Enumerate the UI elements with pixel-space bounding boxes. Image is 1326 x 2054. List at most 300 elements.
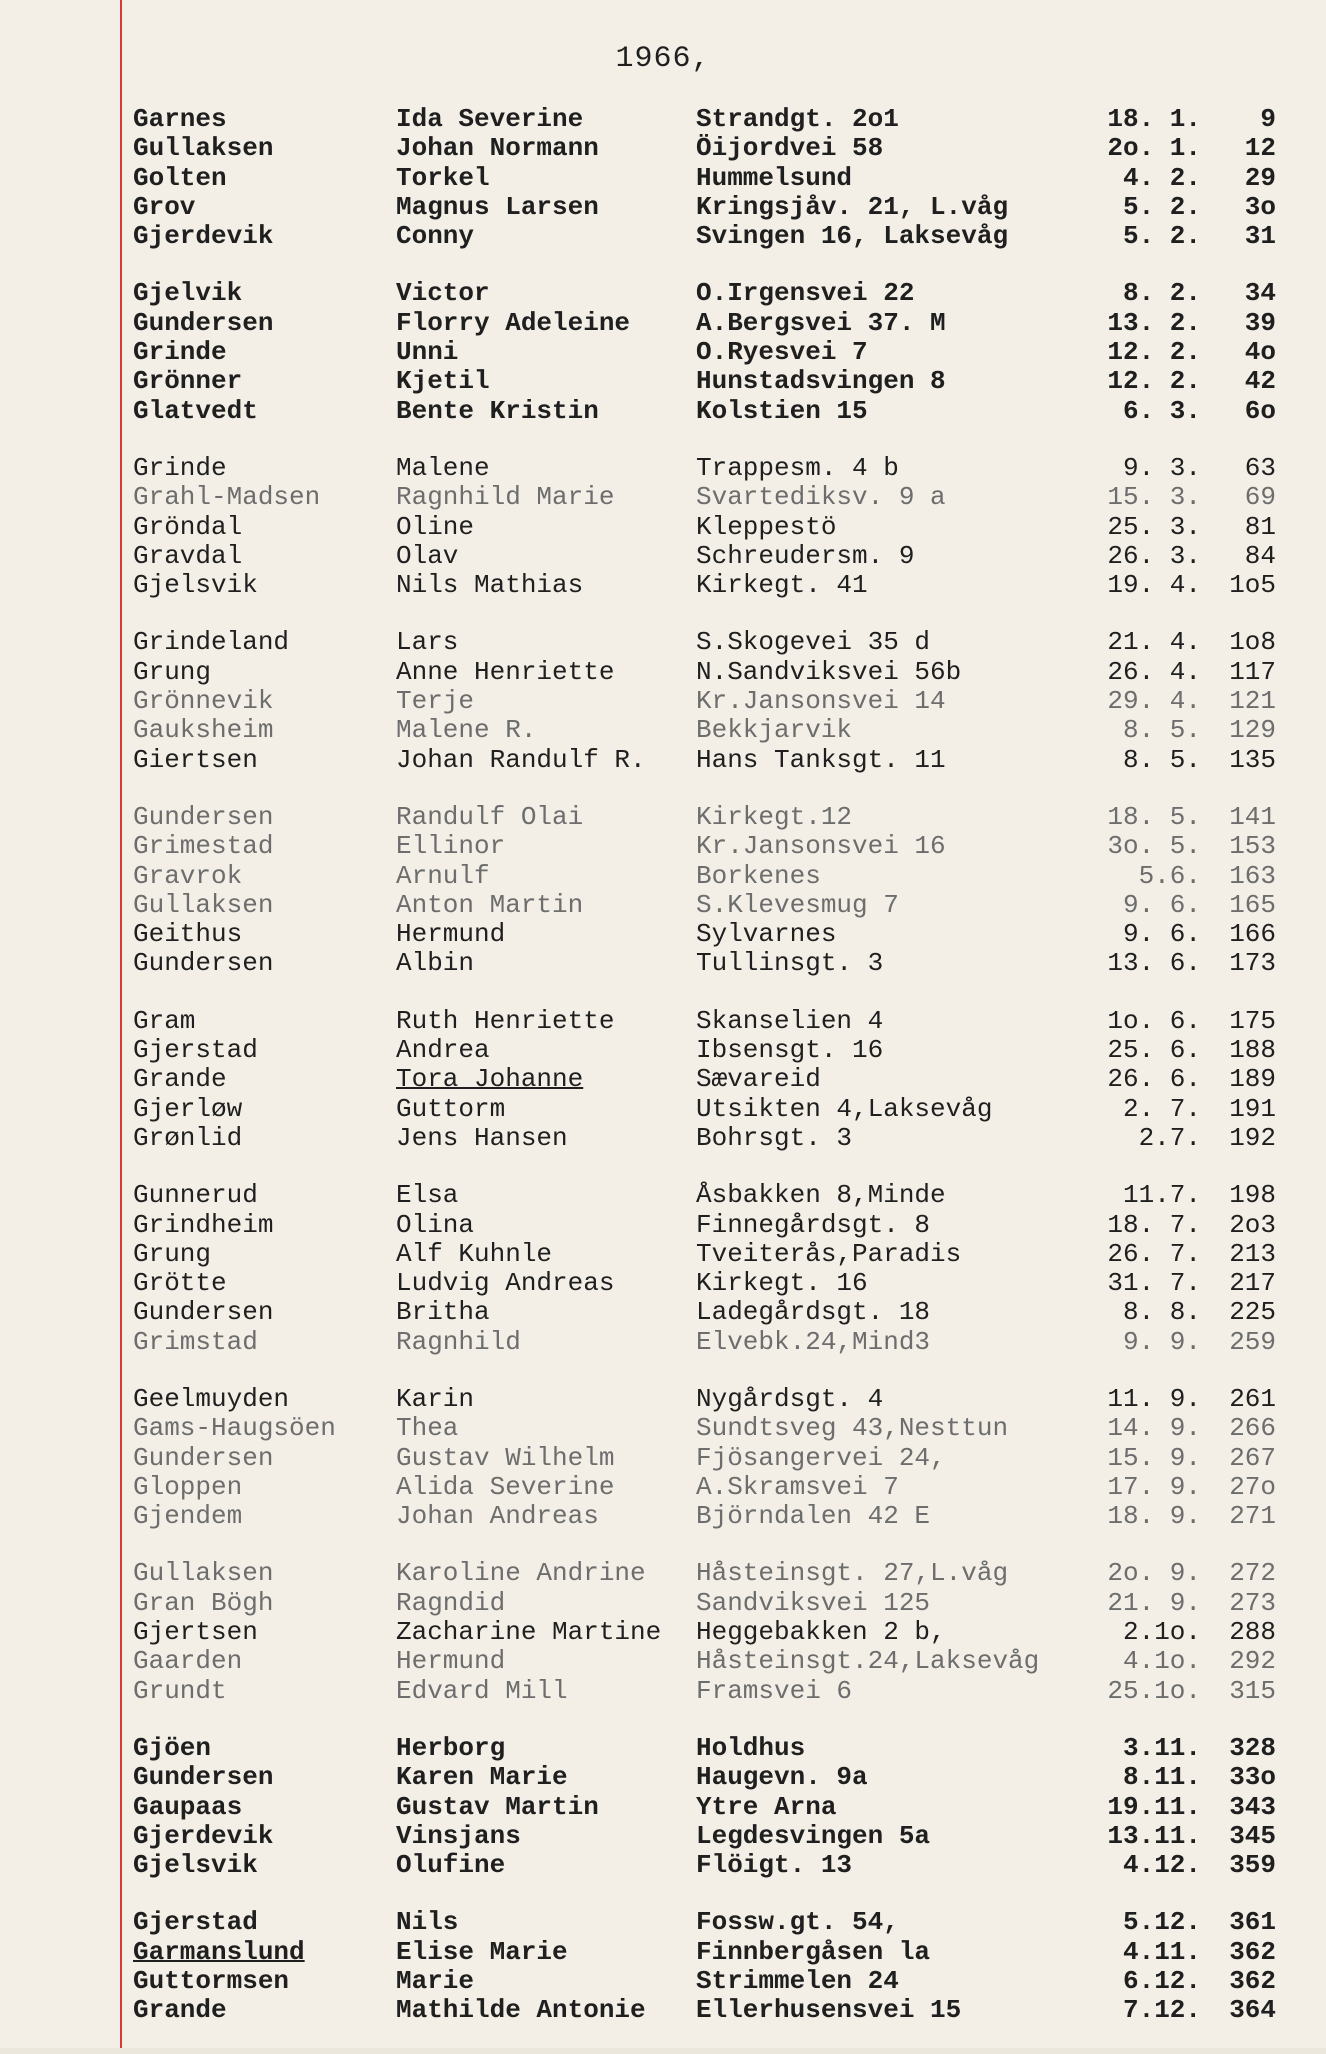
entry-number-cell: 117 [1229, 656, 1276, 687]
record-list [133, 105, 1283, 2054]
date-cell: 8. 5. [1122, 715, 1201, 746]
given-name-cell: Anton Martin [396, 890, 584, 920]
surname-cell: Gjelsvik [133, 571, 258, 601]
given-name-cell: Gustav Martin [396, 1792, 599, 1822]
entry-number-cell: 259 [1229, 1326, 1276, 1357]
record-row [133, 1647, 1283, 1676]
entry-number-cell: 166 [1229, 919, 1276, 950]
entry-number-cell: 175 [1229, 1005, 1276, 1036]
address-cell: Flöigt. 13 [696, 1851, 853, 1881]
address-cell: Utsikten 4,Laksevåg [696, 1094, 993, 1124]
address-cell: Strandgt. 2o1 [696, 105, 899, 134]
given-name-cell: Karen Marie [396, 1763, 568, 1793]
record-row [133, 279, 1283, 308]
record-row [133, 1414, 1283, 1443]
date-cell: 2o. 1. [1107, 133, 1201, 164]
address-cell: Sundtsveg 43,Nesttun [696, 1414, 1009, 1444]
address-cell: Finnbergåsen la [696, 1937, 931, 1967]
given-name-cell: Randulf Olai [396, 802, 584, 832]
address-cell: Kirkegt. 16 [696, 1269, 868, 1299]
address-cell: Sævareid [696, 1065, 821, 1095]
record-row [133, 1822, 1283, 1851]
surname-cell: Gjelvik [133, 279, 243, 309]
entry-number-cell: 6o [1244, 395, 1276, 426]
date-cell: 29. 4. [1107, 686, 1201, 717]
surname-cell: Gullaksen [133, 134, 274, 164]
address-cell: Framsvei 6 [696, 1676, 853, 1706]
surname-cell: Giertsen [133, 745, 258, 775]
surname-cell: Grinde [133, 453, 227, 483]
surname-cell: Grande [133, 1065, 227, 1095]
surname-cell: Gran Bögh [133, 1588, 274, 1618]
surname-cell: Grønlid [133, 1123, 243, 1153]
record-row [133, 1793, 1283, 1822]
record-group [133, 803, 1283, 979]
address-cell: Björndalen 42 E [696, 1502, 931, 1532]
date-cell: 13.11. [1107, 1820, 1201, 1851]
record-row [133, 1502, 1283, 1531]
surname-cell: Geithus [133, 920, 243, 950]
entry-number-cell: 266 [1229, 1413, 1276, 1444]
surname-cell: Grimestad [133, 832, 274, 862]
address-cell: Bekkjarvik [696, 716, 853, 746]
entry-number-cell: 141 [1229, 801, 1276, 832]
given-name-cell: Olav [396, 541, 459, 571]
date-cell: 3o. 5. [1107, 831, 1201, 862]
surname-cell: Grinde [133, 338, 227, 368]
address-cell: Bohrsgt. 3 [696, 1123, 853, 1153]
date-cell: 4.12. [1122, 1850, 1201, 1881]
given-name-cell: Alida Severine [396, 1472, 615, 1502]
record-row [133, 891, 1283, 920]
surname-cell: Golten [133, 163, 227, 193]
date-cell: 18. 7. [1107, 1209, 1201, 1240]
address-cell: Kr.Jansonsvei 14 [696, 687, 946, 717]
surname-cell: Gjerdevik [133, 1821, 274, 1851]
address-cell: Tullinsgt. 3 [696, 949, 884, 979]
address-cell: Kr.Jansonsvei 16 [696, 832, 946, 862]
date-cell: 8. 5. [1122, 744, 1201, 775]
date-cell: 13. 2. [1107, 307, 1201, 338]
date-cell: 19.11. [1107, 1791, 1201, 1822]
date-cell: 21. 4. [1107, 627, 1201, 658]
date-cell: 25.1o. [1107, 1675, 1201, 1706]
surname-cell: Grindheim [133, 1210, 274, 1240]
record-row [133, 1938, 1283, 1967]
given-name-cell: Ragnhild Marie [396, 483, 615, 513]
entry-number-cell: 359 [1229, 1850, 1276, 1881]
record-row [133, 1734, 1283, 1763]
date-cell: 8.11. [1122, 1762, 1201, 1793]
record-row [133, 338, 1283, 367]
surname-cell: Grimstad [133, 1327, 258, 1357]
surname-cell: Gloppen [133, 1472, 243, 1502]
record-row [133, 397, 1283, 426]
record-row [133, 1095, 1283, 1124]
date-cell: 2. 7. [1122, 1093, 1201, 1124]
given-name-cell: Oline [396, 512, 475, 542]
date-cell: 4.1o. [1122, 1646, 1201, 1677]
date-cell: 8. 8. [1122, 1297, 1201, 1328]
entry-number-cell: 217 [1229, 1268, 1276, 1299]
surname-cell: Grung [133, 657, 212, 687]
record-row [133, 571, 1283, 600]
address-cell: Ytre Arna [696, 1792, 837, 1822]
given-name-cell: Tora Johanne [396, 1065, 584, 1095]
surname-cell: Guttormsen [133, 1967, 290, 1997]
date-cell: 15. 9. [1107, 1442, 1201, 1473]
date-cell: 8. 2. [1122, 278, 1201, 309]
entry-number-cell: 364 [1229, 1995, 1276, 2026]
given-name-cell: Guttorm [396, 1094, 506, 1124]
date-cell: 2.1o. [1122, 1617, 1201, 1648]
record-row [133, 949, 1283, 978]
surname-cell: Grönner [133, 367, 243, 397]
record-row [133, 1967, 1283, 1996]
red-margin-line [120, 0, 122, 2048]
surname-cell: Gundersen [133, 1443, 274, 1473]
given-name-cell: Zacharine Martine [396, 1618, 662, 1648]
entry-number-cell: 271 [1229, 1501, 1276, 1532]
given-name-cell: Unni [396, 338, 459, 368]
given-name-cell: Karin [396, 1384, 475, 1414]
entry-number-cell: 1o8 [1229, 627, 1276, 658]
address-cell: Öijordvei 58 [696, 134, 884, 164]
given-name-cell: Thea [396, 1414, 459, 1444]
surname-cell: Gröndal [133, 512, 243, 542]
entry-number-cell: 292 [1229, 1646, 1276, 1677]
date-cell: 26. 3. [1107, 540, 1201, 571]
entry-number-cell: 84 [1244, 540, 1276, 571]
entry-number-cell: 188 [1229, 1035, 1276, 1066]
entry-number-cell: 189 [1229, 1064, 1276, 1095]
entry-number-cell: 27o [1229, 1471, 1276, 1502]
record-group [133, 1908, 1283, 2025]
record-group [133, 1559, 1283, 1705]
page-title: 1966, [615, 42, 711, 76]
entry-number-cell: 213 [1229, 1238, 1276, 1269]
entry-number-cell: 69 [1244, 482, 1276, 513]
entry-number-cell: 81 [1244, 511, 1276, 542]
given-name-cell: Andrea [396, 1036, 490, 1066]
entry-number-cell: 31 [1244, 221, 1276, 252]
given-name-cell: Nils [396, 1908, 459, 1938]
surname-cell: Gundersen [133, 1298, 274, 1328]
given-name-cell: Anne Henriette [396, 657, 615, 687]
entry-number-cell: 121 [1229, 686, 1276, 717]
given-name-cell: Britha [396, 1298, 490, 1328]
record-group [133, 454, 1283, 600]
date-cell: 3.11. [1122, 1732, 1201, 1763]
given-name-cell: Johan Normann [396, 134, 599, 164]
date-cell: 9. 3. [1122, 452, 1201, 483]
record-row [133, 1908, 1283, 1937]
date-cell: 7.12. [1122, 1995, 1201, 2026]
record-row [133, 1007, 1283, 1036]
entry-number-cell: 34 [1244, 278, 1276, 309]
address-cell: Kirkegt.12 [696, 802, 853, 832]
entry-number-cell: 163 [1229, 860, 1276, 891]
address-cell: Strimmelen 24 [696, 1967, 899, 1997]
entry-number-cell: 1o5 [1229, 570, 1276, 601]
surname-cell: Grov [133, 192, 196, 222]
address-cell: Kirkegt. 41 [696, 571, 868, 601]
given-name-cell: Herborg [396, 1733, 506, 1763]
address-cell: Haugevn. 9a [696, 1763, 868, 1793]
entry-number-cell: 343 [1229, 1791, 1276, 1822]
address-cell: Kolstien 15 [696, 396, 868, 426]
record-row [133, 105, 1283, 134]
date-cell: 5.12. [1122, 1907, 1201, 1938]
given-name-cell: Malene [396, 453, 490, 483]
surname-cell: Gjöen [133, 1733, 212, 1763]
entry-number-cell: 165 [1229, 889, 1276, 920]
entry-number-cell: 42 [1244, 366, 1276, 397]
address-cell: Schreudersm. 9 [696, 541, 915, 571]
address-cell: Hunstadsvingen 8 [696, 367, 946, 397]
given-name-cell: Vinsjans [396, 1821, 521, 1851]
given-name-cell: Marie [396, 1967, 475, 1997]
date-cell: 18. 5. [1107, 801, 1201, 832]
date-cell: 26. 4. [1107, 656, 1201, 687]
entry-number-cell: 361 [1229, 1907, 1276, 1938]
given-name-cell: Ragnhild [396, 1327, 521, 1357]
date-cell: 25. 3. [1107, 511, 1201, 542]
surname-cell: Glatvedt [133, 396, 258, 426]
date-cell: 15. 3. [1107, 482, 1201, 513]
given-name-cell: Johan Randulf R. [396, 745, 646, 775]
given-name-cell: Hermund [396, 1647, 506, 1677]
address-cell: S.Skogevei 35 d [696, 628, 931, 658]
entry-number-cell: 261 [1229, 1383, 1276, 1414]
surname-cell: Gjerstad [133, 1036, 258, 1066]
record-row [133, 454, 1283, 483]
given-name-cell: Bente Kristin [396, 396, 599, 426]
entry-number-cell: 267 [1229, 1442, 1276, 1473]
record-group [133, 628, 1283, 774]
address-cell: Finnegårdsgt. 8 [696, 1210, 931, 1240]
surname-cell: Geelmuyden [133, 1384, 290, 1414]
given-name-cell: Alf Kuhnle [396, 1239, 553, 1269]
surname-cell: Gundersen [133, 802, 274, 832]
date-cell: 12. 2. [1107, 337, 1201, 368]
given-name-cell: Torkel [396, 163, 490, 193]
surname-cell: Gaarden [133, 1647, 243, 1677]
given-name-cell: Arnulf [396, 861, 490, 891]
date-cell: 5.6. [1138, 860, 1201, 891]
entry-number-cell: 2o3 [1229, 1209, 1276, 1240]
entry-number-cell: 9 [1260, 104, 1276, 134]
date-cell: 14. 9. [1107, 1413, 1201, 1444]
record-group [133, 1007, 1283, 1153]
surname-cell: Gullaksen [133, 1559, 274, 1589]
given-name-cell: Mathilde Antonie [396, 1996, 646, 2026]
entry-number-cell: 153 [1229, 831, 1276, 862]
record-row [133, 1473, 1283, 1502]
entry-number-cell: 3o [1244, 191, 1276, 222]
record-row [133, 367, 1283, 396]
given-name-cell: Florry Adeleine [396, 308, 631, 338]
given-name-cell: Ida Severine [396, 105, 584, 134]
given-name-cell: Ludvig Andreas [396, 1269, 615, 1299]
record-row [133, 513, 1283, 542]
given-name-cell: Olina [396, 1210, 475, 1240]
date-cell: 18. 9. [1107, 1501, 1201, 1532]
address-cell: Hummelsund [696, 163, 853, 193]
given-name-cell: Elise Marie [396, 1937, 568, 1967]
record-row [133, 1559, 1283, 1588]
address-cell: Ellerhusensvei 15 [696, 1996, 962, 2026]
entry-number-cell: 173 [1229, 948, 1276, 979]
date-cell: 2o. 9. [1107, 1558, 1201, 1589]
entry-number-cell: 273 [1229, 1587, 1276, 1618]
address-cell: A.Bergsvei 37. M [696, 308, 946, 338]
record-row [133, 1269, 1283, 1298]
entry-number-cell: 191 [1229, 1093, 1276, 1124]
given-name-cell: Ruth Henriette [396, 1006, 615, 1036]
date-cell: 25. 6. [1107, 1035, 1201, 1066]
record-row [133, 164, 1283, 193]
entry-number-cell: 192 [1229, 1122, 1276, 1153]
given-name-cell: Jens Hansen [396, 1123, 568, 1153]
record-row [133, 134, 1283, 163]
date-cell: 4.11. [1122, 1936, 1201, 1967]
given-name-cell: Lars [396, 628, 459, 658]
record-row [133, 862, 1283, 891]
given-name-cell: Terje [396, 687, 475, 717]
date-cell: 9. 6. [1122, 919, 1201, 950]
address-cell: Ibsensgt. 16 [696, 1036, 884, 1066]
record-group [133, 1181, 1283, 1357]
record-row [133, 1677, 1283, 1706]
surname-cell: Grung [133, 1239, 212, 1269]
record-row [133, 920, 1283, 949]
entry-number-cell: 129 [1229, 715, 1276, 746]
given-name-cell: Ellinor [396, 832, 506, 862]
date-cell: 9. 9. [1122, 1326, 1201, 1357]
entry-number-cell: 225 [1229, 1297, 1276, 1328]
record-row [133, 1385, 1283, 1414]
surname-cell: Gjendem [133, 1502, 243, 1532]
surname-cell: Gundersen [133, 308, 274, 338]
surname-cell: Grahl-Madsen [133, 483, 321, 513]
entry-number-cell: 272 [1229, 1558, 1276, 1589]
entry-number-cell: 29 [1244, 162, 1276, 193]
date-cell: 9. 6. [1122, 889, 1201, 920]
record-row [133, 658, 1283, 687]
date-cell: 12. 2. [1107, 366, 1201, 397]
date-cell: 5. 2. [1122, 221, 1201, 252]
record-group [133, 105, 1283, 251]
surname-cell: Gundersen [133, 1763, 274, 1793]
record-row [133, 222, 1283, 251]
address-cell: O.Irgensvei 22 [696, 279, 915, 309]
surname-cell: Grönnevik [133, 687, 274, 717]
record-row [133, 1065, 1283, 1094]
address-cell: Nygårdsgt. 4 [696, 1384, 884, 1414]
date-cell: 26. 7. [1107, 1238, 1201, 1269]
given-name-cell: Edvard Mill [396, 1676, 568, 1706]
entry-number-cell: 63 [1244, 452, 1276, 483]
address-cell: A.Skramsvei 7 [696, 1472, 899, 1502]
date-cell: 6.12. [1122, 1966, 1201, 1997]
surname-cell: Garnes [133, 105, 227, 134]
surname-cell: Garmanslund [133, 1937, 305, 1967]
given-name-cell: Karoline Andrine [396, 1559, 646, 1589]
address-cell: Holdhus [696, 1733, 806, 1763]
record-row [133, 1240, 1283, 1269]
given-name-cell: Albin [396, 949, 475, 979]
given-name-cell: Nils Mathias [396, 571, 584, 601]
date-cell: 11.7. [1122, 1180, 1201, 1211]
date-cell: 6. 3. [1122, 395, 1201, 426]
date-cell: 19. 4. [1107, 570, 1201, 601]
surname-cell: Grundt [133, 1676, 227, 1706]
record-row [133, 1181, 1283, 1210]
entry-number-cell: 315 [1229, 1675, 1276, 1706]
date-cell: 2.7. [1138, 1122, 1201, 1153]
entry-number-cell: 288 [1229, 1617, 1276, 1648]
surname-cell: Gjertsen [133, 1618, 258, 1648]
date-cell: 31. 7. [1107, 1268, 1201, 1299]
address-cell: Elvebk.24,Mind3 [696, 1327, 931, 1357]
record-row [133, 716, 1283, 745]
date-cell: 1o. 6. [1107, 1005, 1201, 1036]
address-cell: Hans Tanksgt. 11 [696, 745, 946, 775]
address-cell: Borkenes [696, 861, 821, 891]
date-cell: 11. 9. [1107, 1383, 1201, 1414]
address-cell: Håsteinsgt.24,Laksevåg [696, 1647, 1040, 1677]
surname-cell: Gjelsvik [133, 1851, 258, 1881]
date-cell: 13. 6. [1107, 948, 1201, 979]
given-name-cell: Johan Andreas [396, 1502, 599, 1532]
surname-cell: Grande [133, 1996, 227, 2026]
surname-cell: Gravrok [133, 861, 243, 891]
record-group [133, 1385, 1283, 1531]
record-row [133, 832, 1283, 861]
record-row [133, 1124, 1283, 1153]
record-row [133, 1618, 1283, 1647]
date-cell: 26. 6. [1107, 1064, 1201, 1095]
record-row [133, 1763, 1283, 1792]
surname-cell: Gundersen [133, 949, 274, 979]
record-row [133, 1036, 1283, 1065]
surname-cell: Gjerstad [133, 1908, 258, 1938]
address-cell: Heggebakken 2 b, [696, 1618, 946, 1648]
entry-number-cell: 328 [1229, 1732, 1276, 1763]
address-cell: O.Ryesvei 7 [696, 338, 868, 368]
surname-cell: Grindeland [133, 628, 290, 658]
given-name-cell: Gustav Wilhelm [396, 1443, 615, 1473]
record-row [133, 483, 1283, 512]
entry-number-cell: 39 [1244, 307, 1276, 338]
given-name-cell: Conny [396, 222, 475, 252]
address-cell: Trappesm. 4 b [696, 453, 899, 483]
given-name-cell: Hermund [396, 920, 506, 950]
given-name-cell: Victor [396, 279, 490, 309]
entry-number-cell: 12 [1244, 133, 1276, 164]
address-cell: Tveiterås,Paradis [696, 1239, 962, 1269]
given-name-cell: Magnus Larsen [396, 192, 599, 222]
surname-cell: Gaupaas [133, 1792, 243, 1822]
date-cell: 18. 1. [1107, 104, 1201, 134]
record-group [133, 279, 1283, 425]
record-row [133, 309, 1283, 338]
address-cell: Legdesvingen 5a [696, 1821, 931, 1851]
surname-cell: Gunnerud [133, 1181, 258, 1211]
address-cell: Skanselien 4 [696, 1006, 884, 1036]
address-cell: Ladegårdsgt. 18 [696, 1298, 931, 1328]
